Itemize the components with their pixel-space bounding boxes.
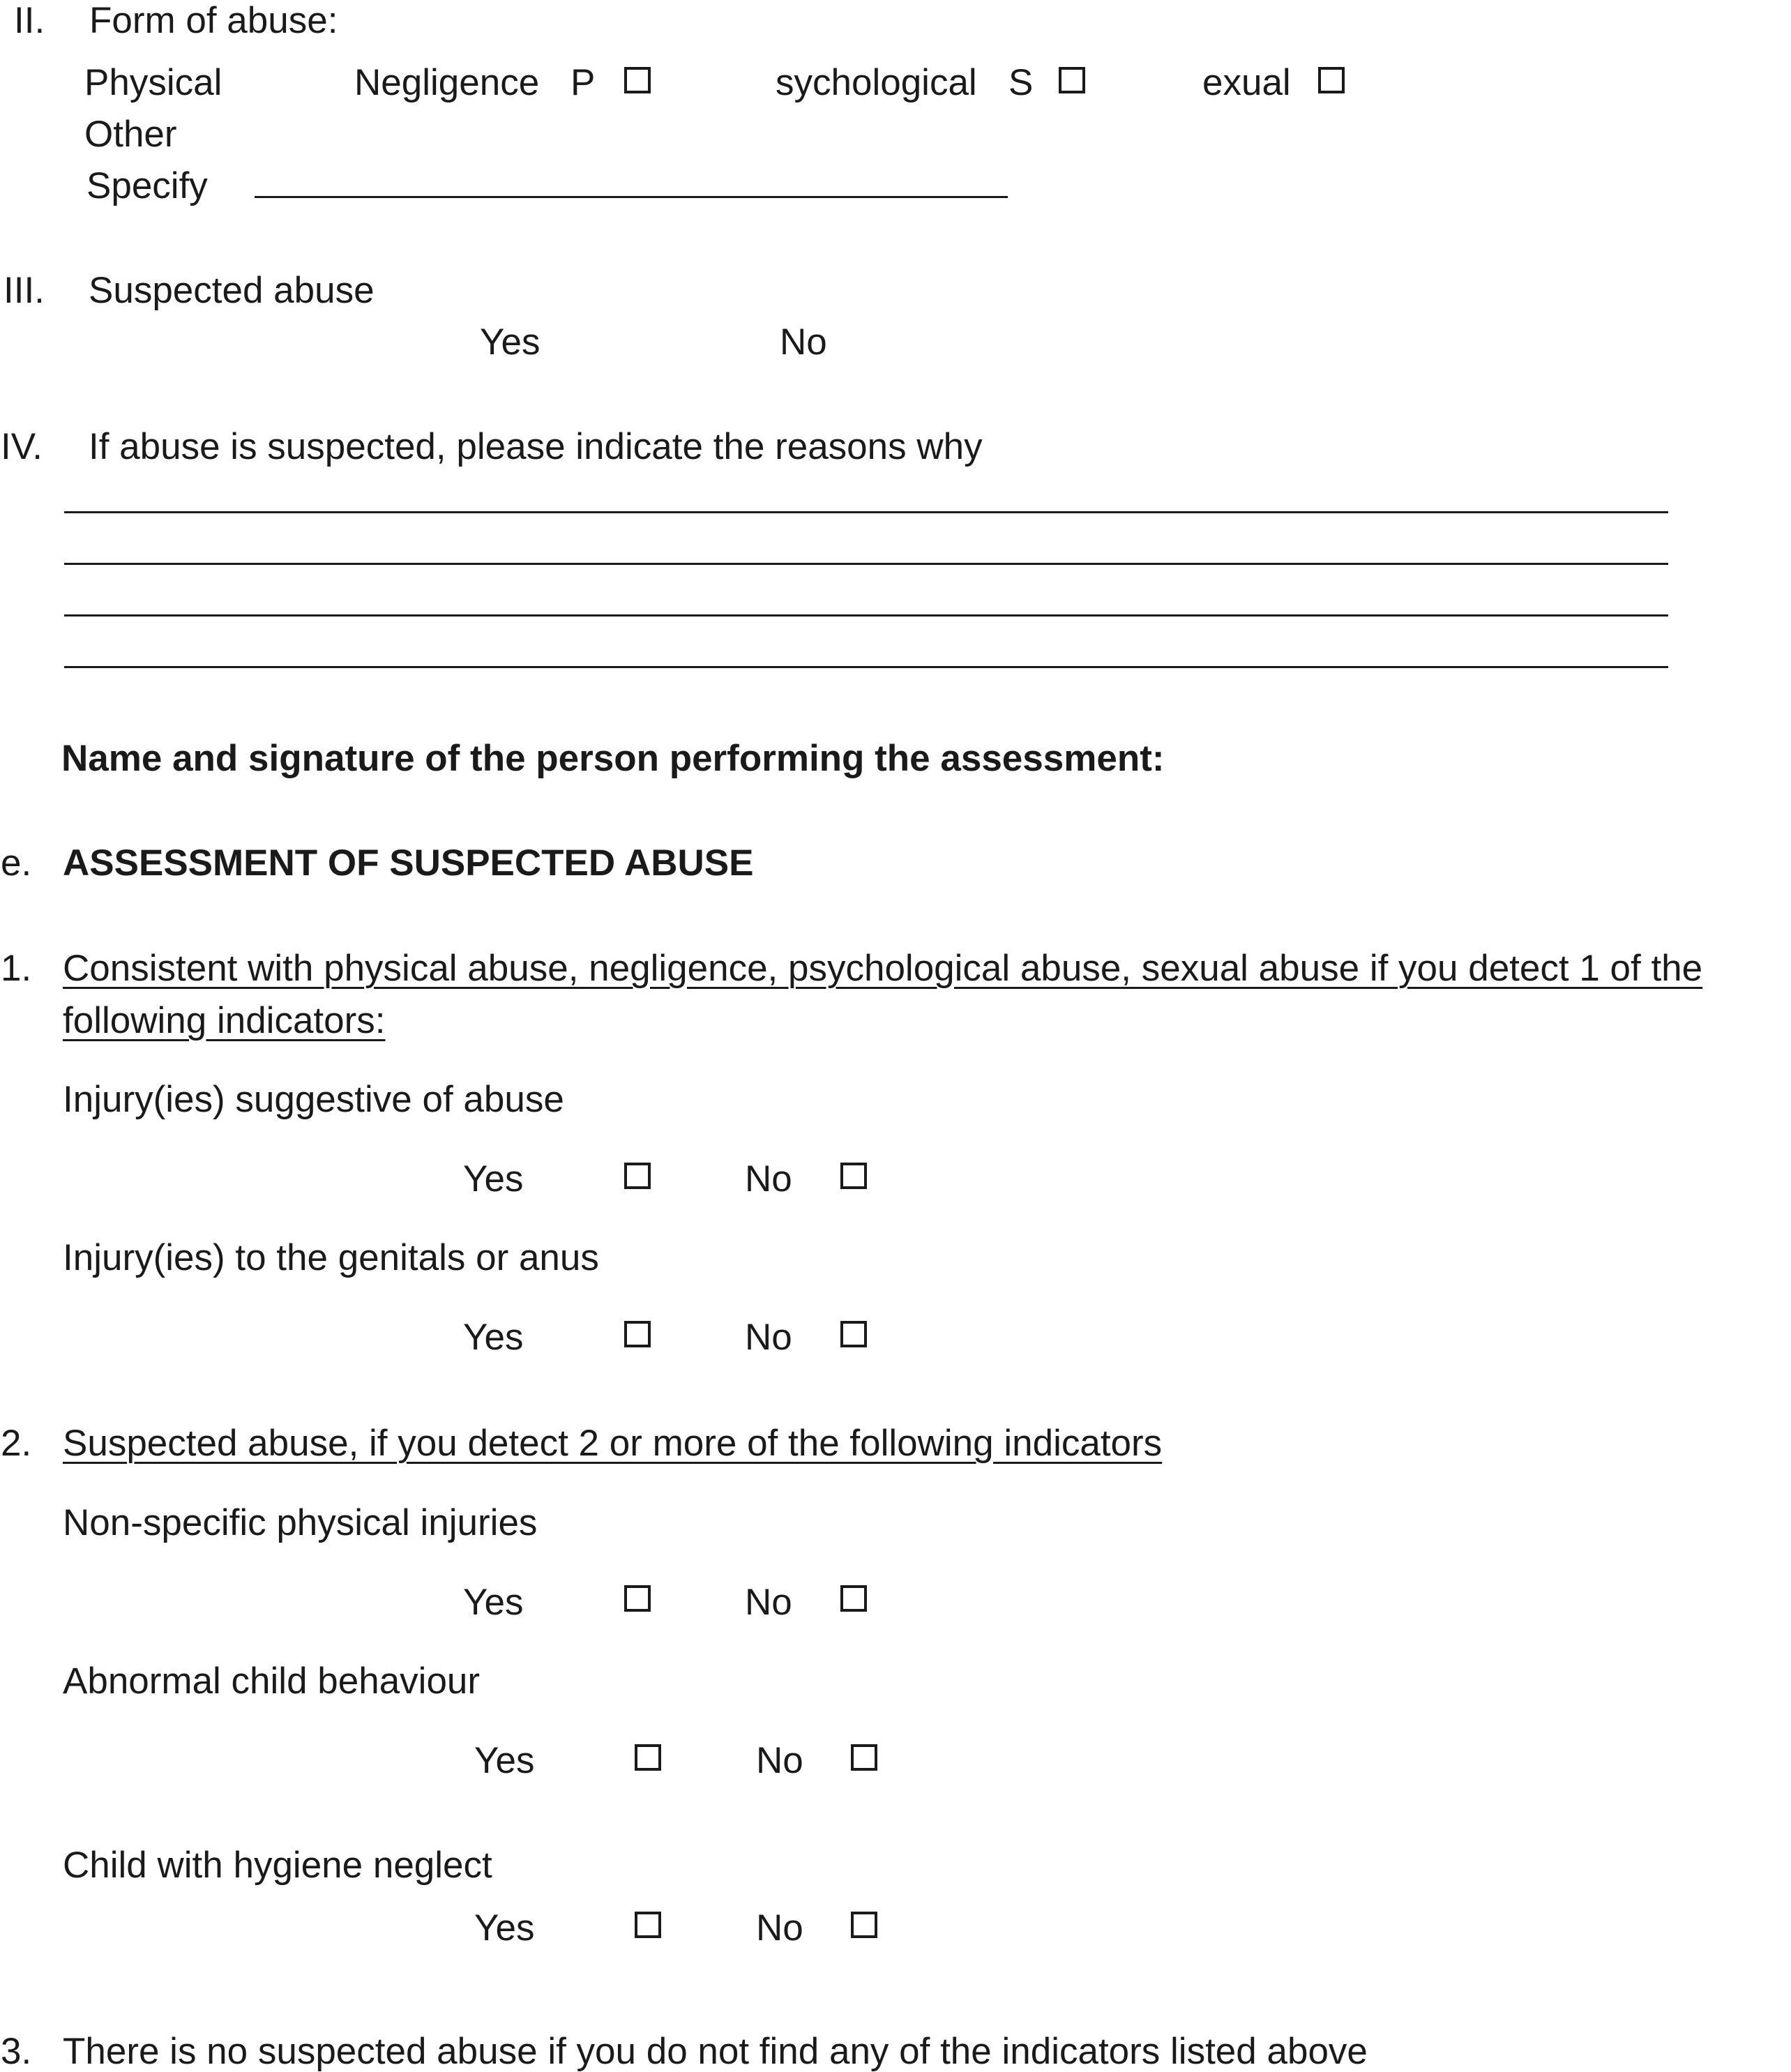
specify-input-line[interactable] [255, 196, 1008, 198]
indicator-yes-checkbox[interactable] [635, 1912, 661, 1938]
indicator-no-label: No [756, 1740, 803, 1781]
section-iv-title: If abuse is suspected, please indicate the reasons why [89, 426, 983, 467]
indicator-yes-label: Yes [474, 1740, 535, 1781]
section-iii-number: III. [3, 270, 45, 311]
section-e-title: ASSESSMENT OF SUSPECTED ABUSE [63, 842, 754, 884]
indicator-no-label: No [745, 1582, 792, 1623]
reasons-input-line-4[interactable] [64, 666, 1668, 668]
item-2-number: 2. [1, 1423, 32, 1464]
option-physical-label: Physical [84, 62, 222, 103]
item-3-text: There is no suspected abuse if you do not find any of the indicators listed above [63, 2031, 1368, 2072]
option-other-label: Other [84, 114, 177, 155]
indicator-no-label: No [756, 1907, 803, 1949]
indicator-yes-checkbox[interactable] [624, 1163, 651, 1189]
section-ii-number: II. [14, 0, 45, 41]
option-p-letter: P [570, 62, 596, 103]
item-1-number: 1. [1, 948, 32, 989]
indicator-label: Child with hygiene neglect [63, 1845, 492, 1886]
indicator-yes-label: Yes [474, 1907, 535, 1949]
reasons-input-line-2[interactable] [64, 563, 1668, 565]
indicator-yes-checkbox[interactable] [624, 1585, 651, 1612]
option-negligence-label: Negligence [354, 62, 540, 103]
option-psychological-label: sychological [776, 62, 977, 103]
item-2-text: Suspected abuse, if you detect 2 or more of the following indicators [63, 1423, 1163, 1464]
indicator-label: Injury(ies) suggestive of abuse [63, 1079, 564, 1120]
indicator-no-checkbox[interactable] [840, 1585, 867, 1612]
indicator-label: Non-specific physical injuries [63, 1502, 538, 1543]
psychological-checkbox[interactable] [1059, 67, 1085, 93]
section-iii-title: Suspected abuse [89, 270, 375, 311]
sexual-checkbox[interactable] [1318, 67, 1345, 93]
item-3-number: 3. [1, 2031, 32, 2072]
reasons-input-line-1[interactable] [64, 511, 1668, 513]
suspected-no-label[interactable]: No [780, 322, 827, 363]
reasons-input-line-3[interactable] [64, 614, 1668, 617]
indicator-label: Abnormal child behaviour [63, 1661, 481, 1702]
signature-label: Name and signature of the person performing the assessment: [61, 738, 1165, 779]
indicator-yes-label: Yes [463, 1317, 524, 1358]
indicator-yes-checkbox[interactable] [635, 1744, 661, 1771]
section-iv-number: IV. [1, 426, 43, 467]
option-sexual-label: exual [1202, 62, 1291, 103]
negligence-checkbox[interactable] [624, 67, 651, 93]
indicator-no-label: No [745, 1317, 792, 1358]
indicator-label: Injury(ies) to the genitals or anus [63, 1237, 599, 1278]
suspected-yes-label[interactable]: Yes [480, 322, 541, 363]
option-s-letter: S [1008, 62, 1034, 103]
indicator-no-checkbox[interactable] [840, 1163, 867, 1189]
indicator-yes-label: Yes [463, 1158, 524, 1200]
indicator-no-checkbox[interactable] [851, 1912, 877, 1938]
item-1-text-line-1: Consistent with physical abuse, negligence, psychological abuse, sexual abuse if you detect 1 of the [63, 948, 1703, 989]
indicator-no-checkbox[interactable] [851, 1744, 877, 1771]
section-e-letter: e. [1, 842, 32, 884]
item-1-text-line-2: following indicators: [63, 1000, 386, 1041]
indicator-yes-label: Yes [463, 1582, 524, 1623]
indicator-no-label: No [745, 1158, 792, 1200]
specify-label: Specify [86, 165, 208, 206]
section-ii-title: Form of abuse: [89, 0, 338, 41]
indicator-no-checkbox[interactable] [840, 1321, 867, 1347]
indicator-yes-checkbox[interactable] [624, 1321, 651, 1347]
